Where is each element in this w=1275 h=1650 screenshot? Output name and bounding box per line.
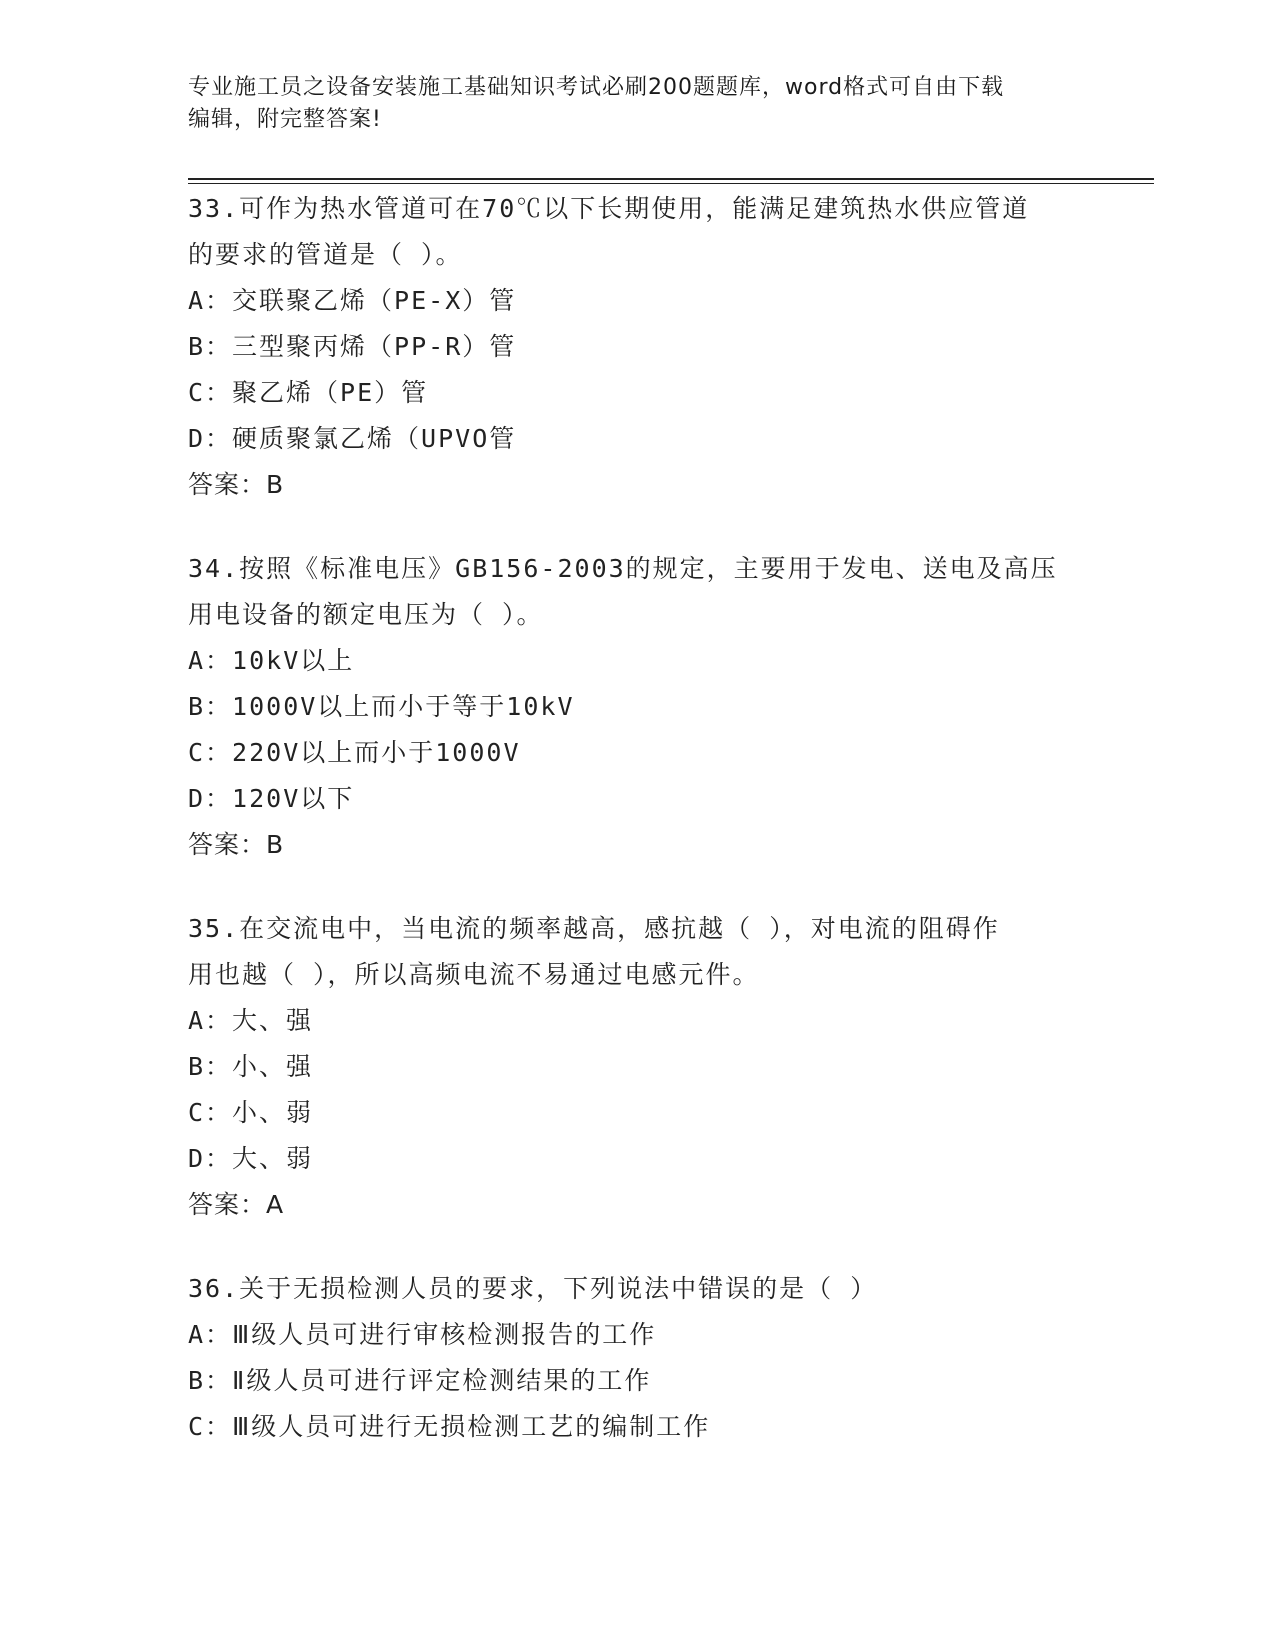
header-title-line-1: 专业施工员之设备安装施工基础知识考试必刷200题题库，word格式可自由下载 [188, 75, 1005, 100]
question-stem-line: 33.可作为热水管道可在70℃以下长期使用，能满足建筑热水供应管道 [188, 194, 1030, 223]
option-d: D：大、弱 [188, 1144, 314, 1173]
option-c: C：聚乙烯（PE）管 [188, 378, 429, 407]
header-divider-thick [188, 178, 1154, 180]
option-b: B：1000V以上而小于等于10kV [188, 692, 575, 721]
option-c: C：小、弱 [188, 1098, 314, 1127]
answer-line: 答案：B [188, 470, 285, 499]
header-divider-thin [188, 183, 1154, 184]
question-stem-line: 35.在交流电中，当电流的频率越高，感抗越（ ），对电流的阻碍作 [188, 914, 1000, 943]
question-36 [188, 1266, 1088, 1450]
question-stem-line: 34.按照《标准电压》GB156-2003的规定，主要用于发电、送电及高压 [188, 554, 1058, 583]
option-c: C：220V以上而小于1000V [188, 738, 521, 767]
option-d: D：120V以下 [188, 784, 355, 813]
question-33 [188, 186, 1088, 508]
question-stem-line: 用电设备的额定电压为（ ）。 [188, 600, 544, 629]
option-a: A：大、强 [188, 1006, 314, 1035]
option-b: B：小、强 [188, 1052, 314, 1081]
option-d: D：硬质聚氯乙烯（UPVO管 [188, 424, 517, 453]
answer-line: 答案：A [188, 1190, 285, 1219]
option-b: B：Ⅱ级人员可进行评定检测结果的工作 [188, 1366, 652, 1395]
answer-line: 答案：B [188, 830, 285, 859]
option-a: A：Ⅲ级人员可进行审核检测报告的工作 [188, 1320, 657, 1349]
option-b: B：三型聚丙烯（PP-R）管 [188, 332, 517, 361]
option-a: A：交联聚乙烯（PE-X）管 [188, 286, 517, 315]
question-34 [188, 546, 1088, 868]
header-title-line-2: 编辑，附完整答案! [188, 107, 382, 132]
question-stem-line: 36.关于无损检测人员的要求，下列说法中错误的是（ ） [188, 1274, 878, 1303]
option-c: C：Ⅲ级人员可进行无损检测工艺的编制工作 [188, 1412, 711, 1441]
question-stem-line: 的要求的管道是（ ）。 [188, 240, 463, 269]
document-header [188, 72, 1088, 136]
question-35 [188, 906, 1088, 1228]
question-stem-line: 用也越（ ），所以高频电流不易通过电感元件。 [188, 960, 760, 989]
option-a: A：10kV以上 [188, 646, 355, 675]
